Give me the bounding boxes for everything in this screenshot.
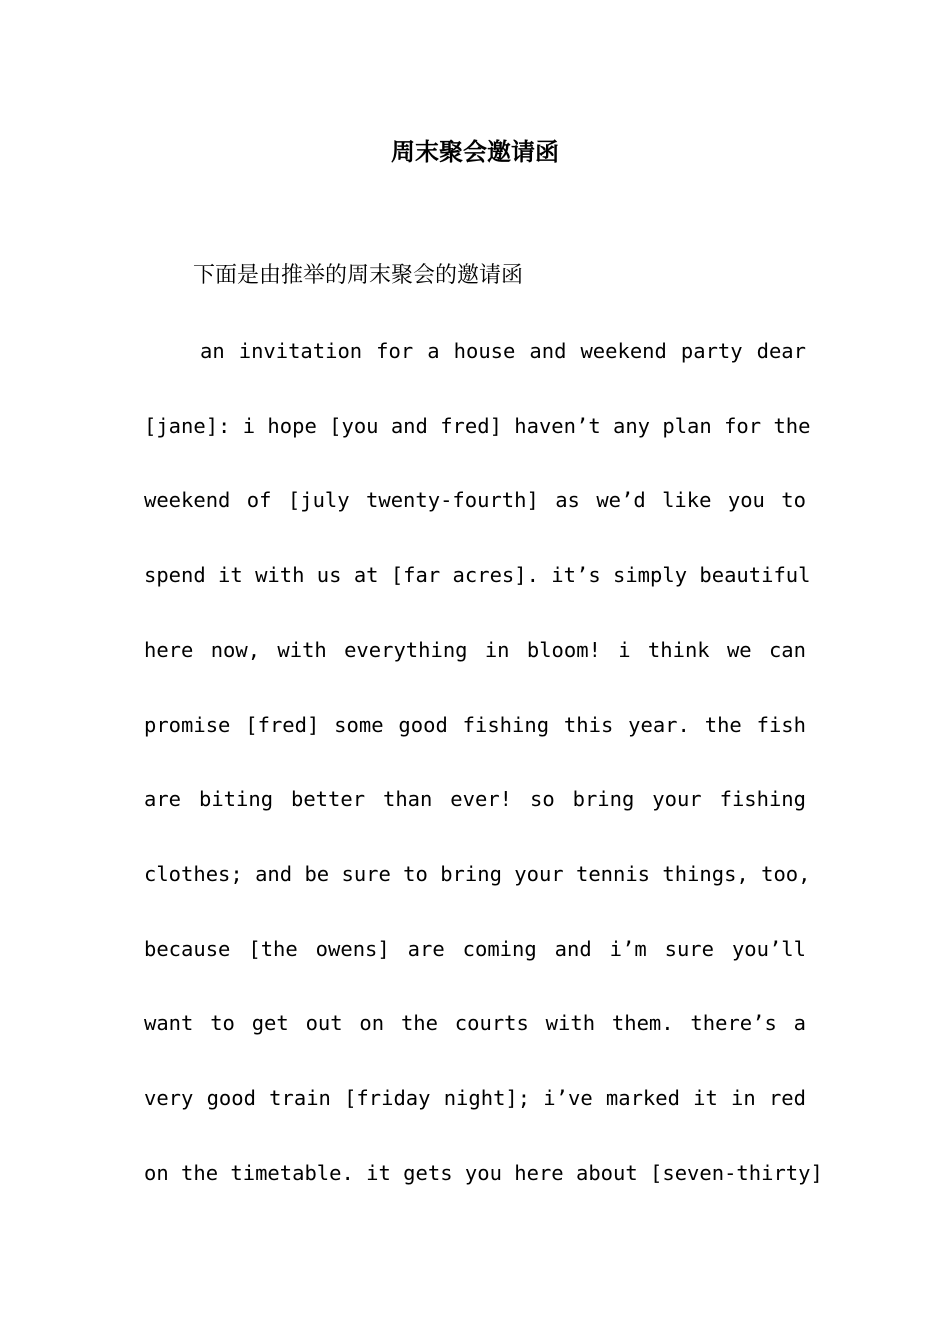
body-line: want to get out on the courts with them. there’s a <box>144 1011 806 1036</box>
body-line: an invitation for a house and weekend party dear <box>200 339 806 363</box>
body-line: clothes; and be sure to bring your tennis things, too, <box>144 861 811 886</box>
body-line: on the timetable. it gets you here about [seven-thirty] <box>144 1160 823 1185</box>
body-line: are biting better than ever! so bring your fishing <box>144 787 806 812</box>
body-line: here now, with everything in bloom! i think we can <box>144 637 806 662</box>
body-line: spend it with us at [far acres]. it’s simply beautiful <box>144 563 811 588</box>
body-line: because [the owens] are coming and i’m sure you’ll <box>144 936 806 961</box>
body-line: promise [fred] some good fishing this year. the fish <box>144 712 806 737</box>
lead-paragraph: 下面是由推举的周末聚会的邀请函 <box>193 263 524 288</box>
document-title: 周末聚会邀请函 <box>391 137 559 166</box>
body-line: very good train [friday night]; i’ve marked it in red <box>144 1086 806 1110</box>
body-line: [jane]: i hope [you and fred] haven’t any plan for the <box>144 413 811 438</box>
body-line: weekend of [july twenty-fourth] as we’d like you to <box>144 488 806 513</box>
